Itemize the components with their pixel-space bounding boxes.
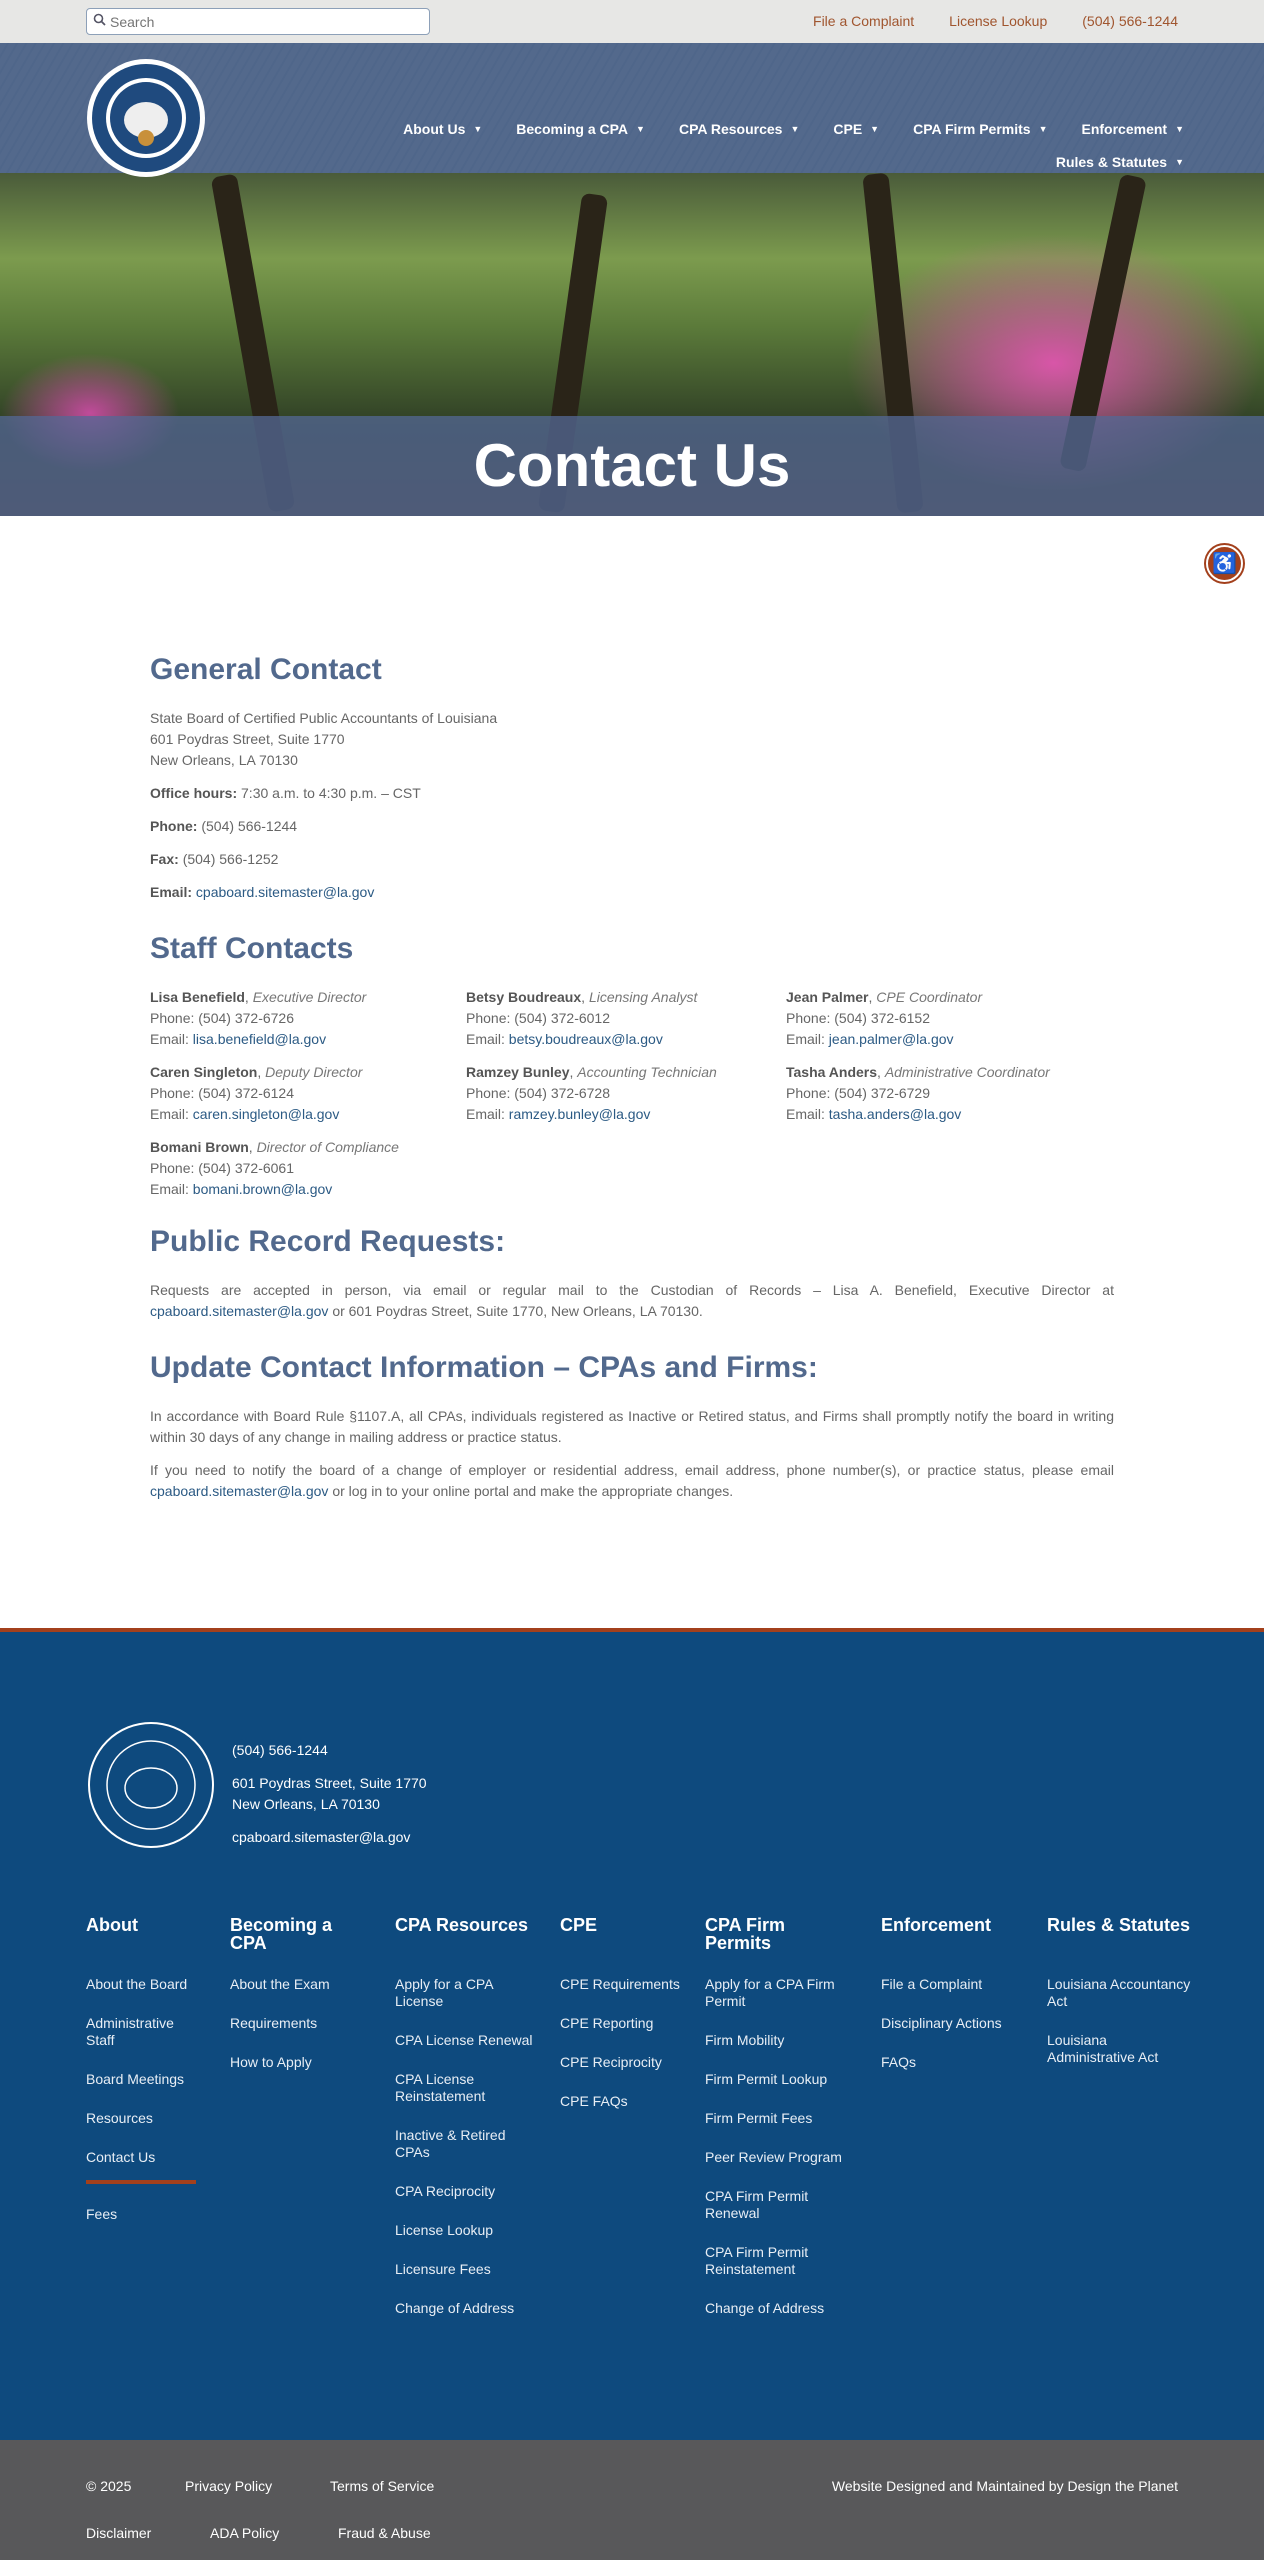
- footer-link[interactable]: Inactive & Retired CPAs: [395, 2127, 506, 2160]
- footer-bottom-bar: [0, 2440, 1264, 2560]
- staff-email: Email: ramzey.bunley@la.gov: [466, 1106, 651, 1122]
- footer-link[interactable]: How to Apply: [230, 2054, 312, 2070]
- staff-email: Email: tasha.anders@la.gov: [786, 1106, 962, 1122]
- ada-policy-link[interactable]: ADA Policy: [210, 2525, 280, 2541]
- footer-link[interactable]: Firm Mobility: [705, 2032, 785, 2048]
- main-content: [150, 650, 1114, 1514]
- footer-link[interactable]: Licensure Fees: [395, 2261, 491, 2277]
- staff-email-link[interactable]: tasha.anders@la.gov: [828, 1106, 962, 1122]
- caret-down-icon: ▼: [1175, 124, 1184, 134]
- staff-name: Tasha Anders: [786, 1064, 878, 1080]
- staff-card: Bomani Brown, Director of Compliance Phone: (504) 372-6061 Email: bomani.brown@la.gov: [150, 1137, 466, 1200]
- footer-column: [560, 1916, 690, 2132]
- staff-email-link[interactable]: betsy.boudreaux@la.gov: [508, 1031, 663, 1047]
- footer-link[interactable]: CPA License Renewal: [395, 2032, 533, 2048]
- fax: Fax: (504) 566-1252: [150, 851, 279, 867]
- footer-column-heading: About: [86, 1915, 138, 1935]
- staff-card: Lisa Benefield, Executive Director Phone: (504) 372-6726 Email: lisa.benefield@la.gov: [150, 987, 466, 1050]
- footer-link[interactable]: Firm Permit Fees: [705, 2110, 813, 2126]
- louisiana-seal-logo[interactable]: [86, 58, 206, 178]
- public-records-text: Requests are accepted in person, via email or regular mail to the Custodian of Records – Lisa A. Benefield, Executive Director at cpaboard.sitemaster@la.gov or 601 Poydras Street, Suite 1770, New Orleans, LA 70130.: [150, 1282, 1114, 1319]
- footer-column-heading: CPE: [560, 1915, 598, 1935]
- footer-link[interactable]: File a Complaint: [881, 1976, 983, 1992]
- nav-about-us[interactable]: About Us ▼: [403, 121, 483, 137]
- staff-title: Licensing Analyst: [588, 989, 698, 1005]
- staff-phone: Phone: (504) 372-6729: [786, 1085, 931, 1101]
- nav-becoming-a-cpa[interactable]: Becoming a CPA ▼: [516, 121, 645, 137]
- terms-link[interactable]: Terms of Service: [330, 2478, 435, 2494]
- footer-link[interactable]: Apply for a CPA Firm Permit: [705, 1976, 835, 2009]
- copyright: © 2025: [86, 2478, 132, 2494]
- top-bar: [0, 0, 1264, 43]
- footer-link[interactable]: CPE Requirements: [560, 1976, 680, 1992]
- staff-card: Jean Palmer, CPE Coordinator Phone: (504) 372-6152 Email: jean.palmer@la.gov: [786, 987, 1106, 1050]
- designer-credit[interactable]: Website Designed and Maintained by Design the Planet: [831, 2478, 1178, 2494]
- footer-link[interactable]: CPA Reciprocity: [395, 2183, 496, 2199]
- footer-link[interactable]: Contact Us: [86, 2149, 196, 2184]
- footer-phone[interactable]: (504) 566-1244: [232, 1742, 328, 1758]
- search-icon: [93, 13, 106, 31]
- staff-email: Email: bomani.brown@la.gov: [150, 1181, 333, 1197]
- footer-link[interactable]: CPE Reporting: [560, 2015, 654, 2031]
- staff-card: Ramzey Bunley, Accounting Technician Phone: (504) 372-6728 Email: ramzey.bunley@la.gov: [466, 1062, 786, 1125]
- staff-name: Caren Singleton: [150, 1064, 258, 1080]
- staff-card: Caren Singleton, Deputy Director Phone: (504) 372-6124 Email: caren.singleton@la.gov: [150, 1062, 466, 1125]
- staff-phone: Phone: (504) 372-6012: [466, 1010, 611, 1026]
- footer-link[interactable]: Change of Address: [395, 2300, 515, 2316]
- footer-column: [881, 1916, 1021, 2093]
- staff-email: Email: caren.singleton@la.gov: [150, 1106, 340, 1122]
- update-para-2: If you need to notify the board of a change of employer or residential address, email address, phone number(s), or practice status, please email cpaboard.sitemaster@la.gov or log in to your online portal and make the appropriate changes.: [150, 1462, 1114, 1499]
- staff-email-link[interactable]: ramzey.bunley@la.gov: [508, 1106, 651, 1122]
- disclaimer-link[interactable]: Disclaimer: [86, 2525, 152, 2541]
- staff-email-link[interactable]: caren.singleton@la.gov: [192, 1106, 340, 1122]
- update-email-link[interactable]: cpaboard.sitemaster@la.gov: [150, 1483, 329, 1499]
- footer-link[interactable]: Fees: [86, 2206, 118, 2222]
- staff-card: Betsy Boudreaux, Licensing Analyst Phone: (504) 372-6012 Email: betsy.boudreaux@la.gov: [466, 987, 786, 1050]
- caret-down-icon: ▼: [473, 124, 483, 134]
- staff-email: Email: jean.palmer@la.gov: [786, 1031, 954, 1047]
- staff-title: Executive Director: [252, 989, 367, 1005]
- staff-phone: Phone: (504) 372-6124: [150, 1085, 295, 1101]
- footer-column: [395, 1916, 535, 2339]
- caret-down-icon: ▼: [870, 124, 880, 134]
- footer-link[interactable]: Resources: [86, 2110, 153, 2126]
- footer-link[interactable]: Board Meetings: [86, 2071, 185, 2087]
- footer-column-heading: CPA Resources: [395, 1915, 529, 1935]
- footer-link[interactable]: FAQs: [881, 2054, 917, 2070]
- footer-column: [1047, 1916, 1197, 2088]
- phone-link[interactable]: (504) 566-1244: [1082, 13, 1178, 29]
- search-input[interactable]: [110, 14, 410, 30]
- footer-link[interactable]: Louisiana Administrative Act: [1047, 2032, 1159, 2065]
- staff-name: Bomani Brown: [150, 1139, 249, 1155]
- nav-rules-statutes[interactable]: Rules & Statutes ▼: [1055, 154, 1184, 170]
- license-lookup-link[interactable]: License Lookup: [949, 13, 1048, 29]
- staff-grid: [150, 987, 1114, 1200]
- footer-column-heading: CPA Firm Permits: [705, 1915, 786, 1953]
- office-hours: Office hours: 7:30 a.m. to 4:30 p.m. – CST: [150, 785, 421, 801]
- footer-column: [86, 1916, 206, 2245]
- general-contact-heading: General Contact: [150, 653, 382, 686]
- caret-down-icon: ▼: [636, 124, 645, 134]
- staff-card: Tasha Anders, Administrative Coordinator Phone: (504) 372-6729 Email: tasha.anders@la.gov: [786, 1062, 1106, 1125]
- accessibility-button[interactable]: [1206, 545, 1243, 582]
- staff-title: Accounting Technician: [577, 1064, 717, 1080]
- nav-cpa-firm-permits[interactable]: CPA Firm Permits ▼: [913, 121, 1048, 137]
- footer-link[interactable]: Louisiana Accountancy Act: [1047, 1976, 1191, 2009]
- caret-down-icon: ▼: [790, 124, 800, 134]
- phone: Phone: (504) 566-1244: [150, 818, 298, 834]
- footer-address: 601 Poydras Street, Suite 1770 New Orleans, LA 70130: [232, 1775, 427, 1812]
- nav-enforcement[interactable]: Enforcement ▼: [1081, 121, 1184, 137]
- privacy-policy-link[interactable]: Privacy Policy: [185, 2478, 273, 2494]
- footer-link[interactable]: Apply for a CPA License: [395, 1976, 493, 2009]
- staff-title: Deputy Director: [265, 1064, 363, 1080]
- footer-column-heading: Rules & Statutes: [1047, 1915, 1191, 1935]
- footer-link[interactable]: Administrative Staff: [86, 2015, 174, 2048]
- staff-contacts-heading: Staff Contacts: [150, 932, 354, 965]
- page-title-band: [0, 416, 1264, 516]
- staff-title: Administrative Coordinator: [884, 1064, 1050, 1080]
- file-complaint-link[interactable]: File a Complaint: [813, 13, 915, 29]
- staff-name: Ramzey Bunley: [466, 1064, 570, 1080]
- footer-email[interactable]: cpaboard.sitemaster@la.gov: [232, 1829, 411, 1845]
- footer-link[interactable]: Peer Review Program: [705, 2149, 842, 2165]
- staff-email: Email: betsy.boudreaux@la.gov: [466, 1031, 663, 1047]
- staff-name: Jean Palmer: [786, 989, 869, 1005]
- footer: [0, 1628, 1264, 2440]
- page-title: Contact Us: [473, 432, 791, 499]
- footer-link[interactable]: CPA License Reinstatement: [395, 2071, 486, 2104]
- footer-column: [230, 1916, 370, 2093]
- update-contact-heading: Update Contact Information – CPAs and Firms:: [150, 1351, 818, 1384]
- staff-phone: Phone: (504) 372-6728: [466, 1085, 611, 1101]
- staff-name: Betsy Boudreaux: [466, 989, 582, 1005]
- footer-link[interactable]: CPA Firm Permit Renewal: [705, 2188, 809, 2221]
- public-records-heading: Public Record Requests:: [150, 1225, 506, 1258]
- staff-phone: Phone: (504) 372-6152: [786, 1010, 931, 1026]
- caret-down-icon: ▼: [1038, 124, 1048, 134]
- address: State Board of Certified Public Accountants of Louisiana 601 Poydras Street, Suite 1770 New Orleans, LA 70130: [150, 710, 498, 768]
- footer-link[interactable]: CPE Reciprocity: [560, 2054, 662, 2070]
- staff-title: CPE Coordinator: [876, 989, 983, 1005]
- nav-cpe[interactable]: CPE ▼: [833, 121, 880, 137]
- fraud-abuse-link[interactable]: Fraud & Abuse: [338, 2525, 431, 2541]
- staff-email-link[interactable]: jean.palmer@la.gov: [828, 1031, 954, 1047]
- footer-column: [705, 1916, 855, 2339]
- staff-email: Email: lisa.benefield@la.gov: [150, 1031, 327, 1047]
- staff-name: Lisa Benefield: [150, 989, 245, 1005]
- footer-seal-logo: [86, 1720, 216, 1850]
- footer-column-heading: Becoming a CPA: [230, 1915, 333, 1953]
- staff-email-link[interactable]: lisa.benefield@la.gov: [192, 1031, 327, 1047]
- footer-link[interactable]: Disciplinary Actions: [881, 2015, 1002, 2031]
- search-box[interactable]: [86, 8, 430, 35]
- staff-phone: Phone: (504) 372-6726: [150, 1010, 295, 1026]
- footer-link[interactable]: License Lookup: [395, 2222, 494, 2238]
- footer-link[interactable]: Requirements: [230, 2015, 318, 2031]
- update-para-1: In accordance with Board Rule §1107.A, all CPAs, individuals registered as Inactive or Retired status, and Firms shall promptly notify the board in writing within 30 days of any change in mailing address or practice status.: [150, 1408, 1114, 1445]
- footer-column-heading: Enforcement: [881, 1915, 992, 1935]
- nav-cpa-resources[interactable]: CPA Resources ▼: [678, 121, 800, 137]
- footer-link[interactable]: Firm Permit Lookup: [705, 2071, 828, 2087]
- footer-link[interactable]: About the Board: [86, 1976, 188, 1992]
- email-link[interactable]: cpaboard.sitemaster@la.gov: [195, 884, 375, 900]
- records-email-link[interactable]: cpaboard.sitemaster@la.gov: [150, 1303, 329, 1319]
- staff-phone: Phone: (504) 372-6061: [150, 1160, 295, 1176]
- footer-link[interactable]: CPE FAQs: [560, 2093, 628, 2109]
- email: Email: cpaboard.sitemaster@la.gov: [150, 884, 375, 900]
- staff-email-link[interactable]: bomani.brown@la.gov: [192, 1181, 333, 1197]
- staff-title: Director of Compliance: [256, 1139, 399, 1155]
- accessibility-icon: ♿: [1212, 553, 1237, 575]
- footer-link[interactable]: About the Exam: [230, 1976, 330, 1992]
- footer-link[interactable]: CPA Firm Permit Reinstatement: [705, 2244, 809, 2277]
- caret-down-icon: ▼: [1175, 157, 1184, 167]
- footer-link[interactable]: Change of Address: [705, 2300, 825, 2316]
